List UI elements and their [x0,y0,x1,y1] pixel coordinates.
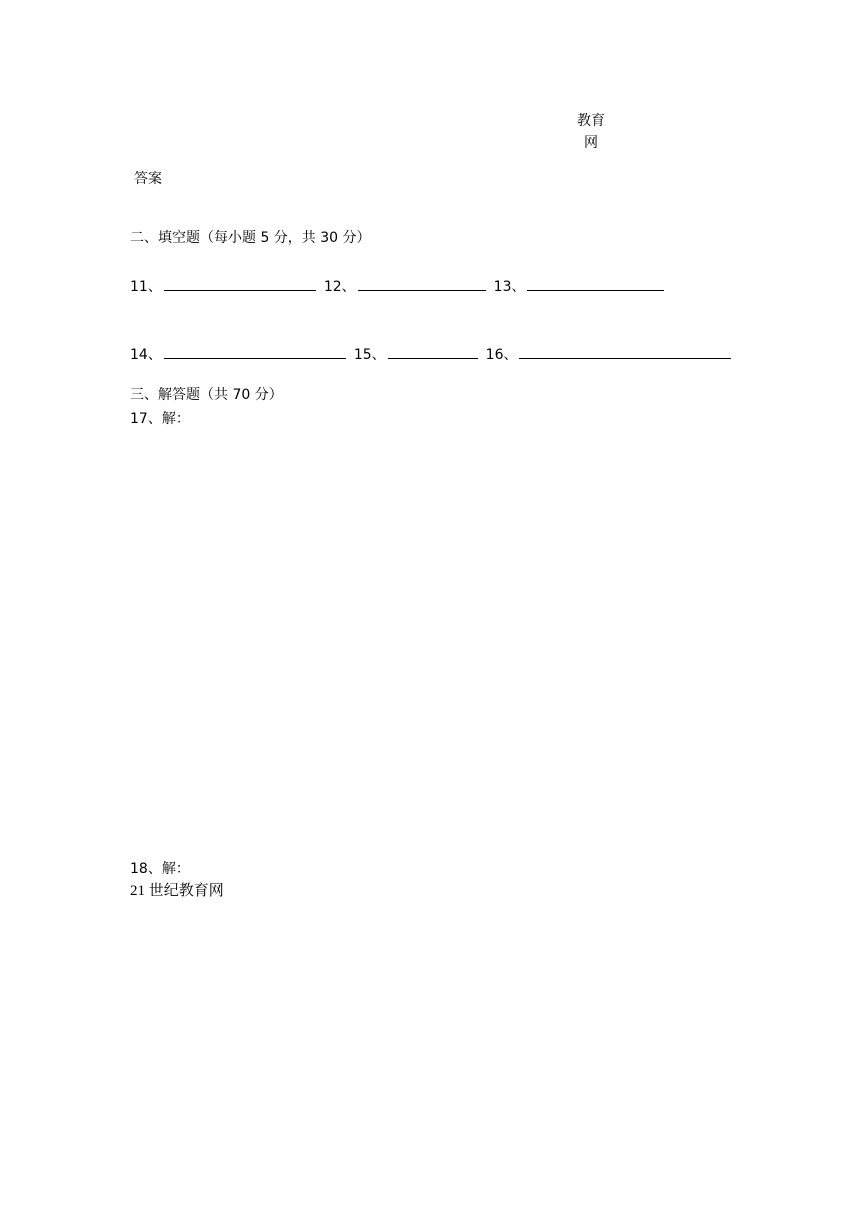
fill-blank-row-2 [130,346,731,362]
q16-label: 16、 [485,347,518,363]
q12-label: 12、 [323,279,356,295]
q16-blank[interactable] [519,346,731,359]
q13-blank[interactable] [527,278,664,291]
fill-blank-row-1 [130,278,664,294]
section2-heading: 二、填空题（每小题 5 分，共 30 分） [130,230,371,246]
q14-label: 14、 [130,347,162,363]
q18-label: 18、解： [130,861,190,877]
q13-label: 13、 [493,279,526,295]
q17-label: 17、解： [130,411,190,427]
q12-blank[interactable] [358,278,486,291]
answer-label: 答案 [134,171,162,187]
section3-heading: 三、解答题（共 70 分） [130,387,283,403]
q14-blank[interactable] [164,346,346,359]
q11-label: 11、 [130,279,162,295]
q11-blank[interactable] [164,278,316,291]
site-name-line2: 网 [584,135,598,151]
q15-label: 15、 [353,347,386,363]
q15-blank[interactable] [388,346,478,359]
footer-watermark: 21 世纪教育网 [130,883,224,899]
site-name-line1: 教育 [577,113,605,129]
site-name [575,110,607,154]
